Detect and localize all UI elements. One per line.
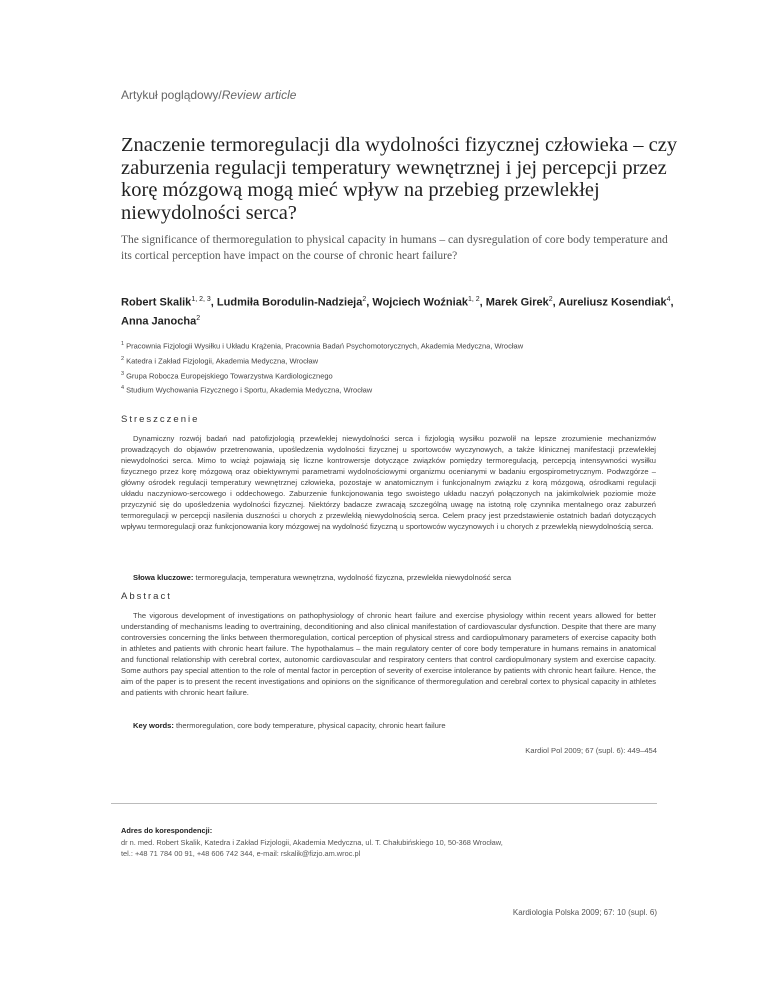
affiliation-list (121, 338, 681, 397)
article-type (121, 88, 296, 102)
affiliation-text: Grupa Robocza Europejskiego Towarzystwa Kardiologicznego (126, 371, 333, 381)
author-affiliation-mark: 2 (362, 296, 367, 303)
author-list: Robert Skalik$^{1, 2, 3}$, Ludmiła Borodulin-Nadzieja$^2$, Wojciech Woźniak$^{1, 2}$, Marek Girek$^2$, Aureliusz Kosendiak$^4$, Anna Janocha$^2$ (121, 296, 674, 328)
section-divider (111, 803, 657, 804)
author-name: Ludmiła Borodulin-Nadzieja (216, 296, 363, 309)
keywords-polish-label: Słowa kluczowe: (133, 573, 194, 582)
correspondence-contact: tel.: +48 71 784 00 91, +48 606 742 344, e-mail: rskalik@fizjo.am.wroc.pl (121, 849, 361, 858)
affiliation-number: 1 (121, 341, 125, 347)
affiliation-number: 3 (121, 370, 125, 377)
affiliation-item (121, 382, 681, 397)
keywords-polish (133, 572, 663, 583)
abstract-heading: Abstract (121, 591, 172, 602)
affiliation-item (121, 368, 681, 383)
correspondence-address: dr n. med. Robert Skalik, Katedra i Zakład Fizjologii, Akademia Medyczna, ul. T. Chałubińskiego 10, 50-368 Wrocław, (121, 837, 503, 847)
title-polish: Znaczenie termoregulacji dla wydolności fizycznej człowieka – czy zaburzenia regulacji temperatury wewnętrznej i jej percepcji przez korę mózgową mogą mieć wpływ na przebieg przewlekłej niewydolności serca? (121, 134, 678, 224)
author-name: Wojciech Woźniak (372, 296, 468, 309)
article-type-en: Review article (221, 88, 297, 102)
title-english: The significance of thermoregulation to physical capacity in humans – can dysregulation of core body temperature and its cortical perception have impact on the course of chronic heart failure? (121, 234, 668, 262)
affiliation-item (121, 338, 681, 353)
affiliation-item (121, 353, 681, 368)
keywords-polish-text: termoregulacja, temperatura wewnętrzna, wydolność fizyczna, przewlekła niewydolność serca (193, 573, 512, 582)
author-affiliation-mark: 2 (548, 296, 553, 303)
citation: Kardiol Pol 2009; 67 (supl. 6): 449–454 (525, 746, 657, 755)
author-affiliation-mark: 1, 2 (467, 296, 480, 303)
author-affiliation-mark: 4 (666, 296, 671, 303)
keywords-english-text: thermoregulation, core body temperature, physical capacity, chronic heart failure (173, 721, 446, 730)
affiliation-number: 2 (121, 355, 125, 362)
correspondence-block (121, 825, 661, 860)
affiliation-text: Katedra i Zakład Fizjologii, Akademia Medyczna, Wrocław (126, 356, 319, 366)
article-type-pl: Artykuł poglądowy/ (121, 88, 222, 102)
affiliation-number: 4 (121, 385, 125, 392)
affiliation-text: Pracownia Fizjologii Wysiłku i Układu Krążenia, Pracownia Badań Psychomotorycznych, Akademia Medyczna, Wrocław (126, 341, 524, 351)
keywords-english (133, 720, 663, 731)
author-name: Anna Janocha (121, 315, 197, 328)
streszczenie-heading: Streszczenie (121, 414, 200, 425)
affiliation-text: Studium Wychowania Fizycznego i Sportu, Akademia Medyczna, Wrocław (126, 385, 373, 395)
abstract-text: The vigorous development of investigations on pathophysiology of chronic heart failure and exercise physiology within recent years allowed for better understanding of mechanisms leading to overtraining, deconditioning and also clinical manifestation of cardiovascular dysfunction. Despite that there are many controversies concerning the links between thermoregulation, cortical perception of physical stress and cardiopulmonary parameters of exercise capacity both in athletes and patients with chronic heart failure. The hypothalamus – the main regulatory center of core body temperature in humans remains in anatomical and functional relationship with cerebral cortex, autonomic cardiovascular and respiratory centers that control cardiopulmonary system and exercise capacity. Some authors pay special attention to the role of mental factor in perception of severity of exercise intolerance by patients with chronic heart failure. Hence, the aim of the paper is to present the recent investigations and opinions on the significance of thermoregulation and cerebral cortex to physical capacity in athletes and patients with chronic heart failure. (121, 611, 656, 697)
author-name: Aureliusz Kosendiak (558, 296, 667, 309)
author-affiliation-mark: 2 (196, 314, 201, 322)
journal-footer: Kardiologia Polska 2009; 67: 10 (supl. 6) (512, 908, 657, 917)
keywords-english-label: Key words: (133, 721, 174, 730)
streszczenie-text: Dynamiczny rozwój badań nad patofizjologią przewlekłej niewydolności serca i fizjologią wysiłku pozwolił na lepsze zrozumienie mechanizmów prowadzących do objawów przetrenowania, upośledzenia wydolności fizycznej u sportowców wyczynowych, a także klinicznej manifestacji przewlekłej niewydolności serca. Mimo to wciąż pojawiają się liczne kontrowersje dotyczące związków pomiędzy termoregulacją, percepcją intensywności wysiłku fizycznego przez korę mózgową oraz obiektywnymi parametrami wydolnościowymi organizmu ocenianymi w badaniu ergospirometrycznym. Podwzgórze – główny ośrodek regulacji temperatury wewnętrznej człowieka, pozostaje w anatomicznym i funkcjonalnym związku z korą mózgową, ośrodkami regulacji układu naczyniowo-sercowego i oddechowego. Zaburzenie funkcjonowania tego swoistego układu naczyń połączonych na jakimkolwiek poziomie może przyczynić się do upośledzenia wydolności fizycznej. Niektórzy badacze zwracają szczególną uwagę na istotną rolę czynnika mentalnego oraz zaburzeń termoregulacji w percepcji nasilenia duszności u chorych z przewlekłą niewydolnością serca. Celem pracy jest przedstawienie ostatnich badań dotyczących wpływu termoregulacji oraz funkcjonowania kory mózgowej na wydolność fizyczną u sportowców wyczynowych i u chorych z przewlekłą niewydolnością serca. (121, 434, 656, 531)
correspondence-label: Adres do korespondencji: (121, 826, 213, 835)
author-affiliation-mark: 1, 2, 3 (191, 296, 211, 303)
author-name: Robert Skalik (121, 296, 192, 309)
author-name: Marek Girek (485, 296, 549, 309)
